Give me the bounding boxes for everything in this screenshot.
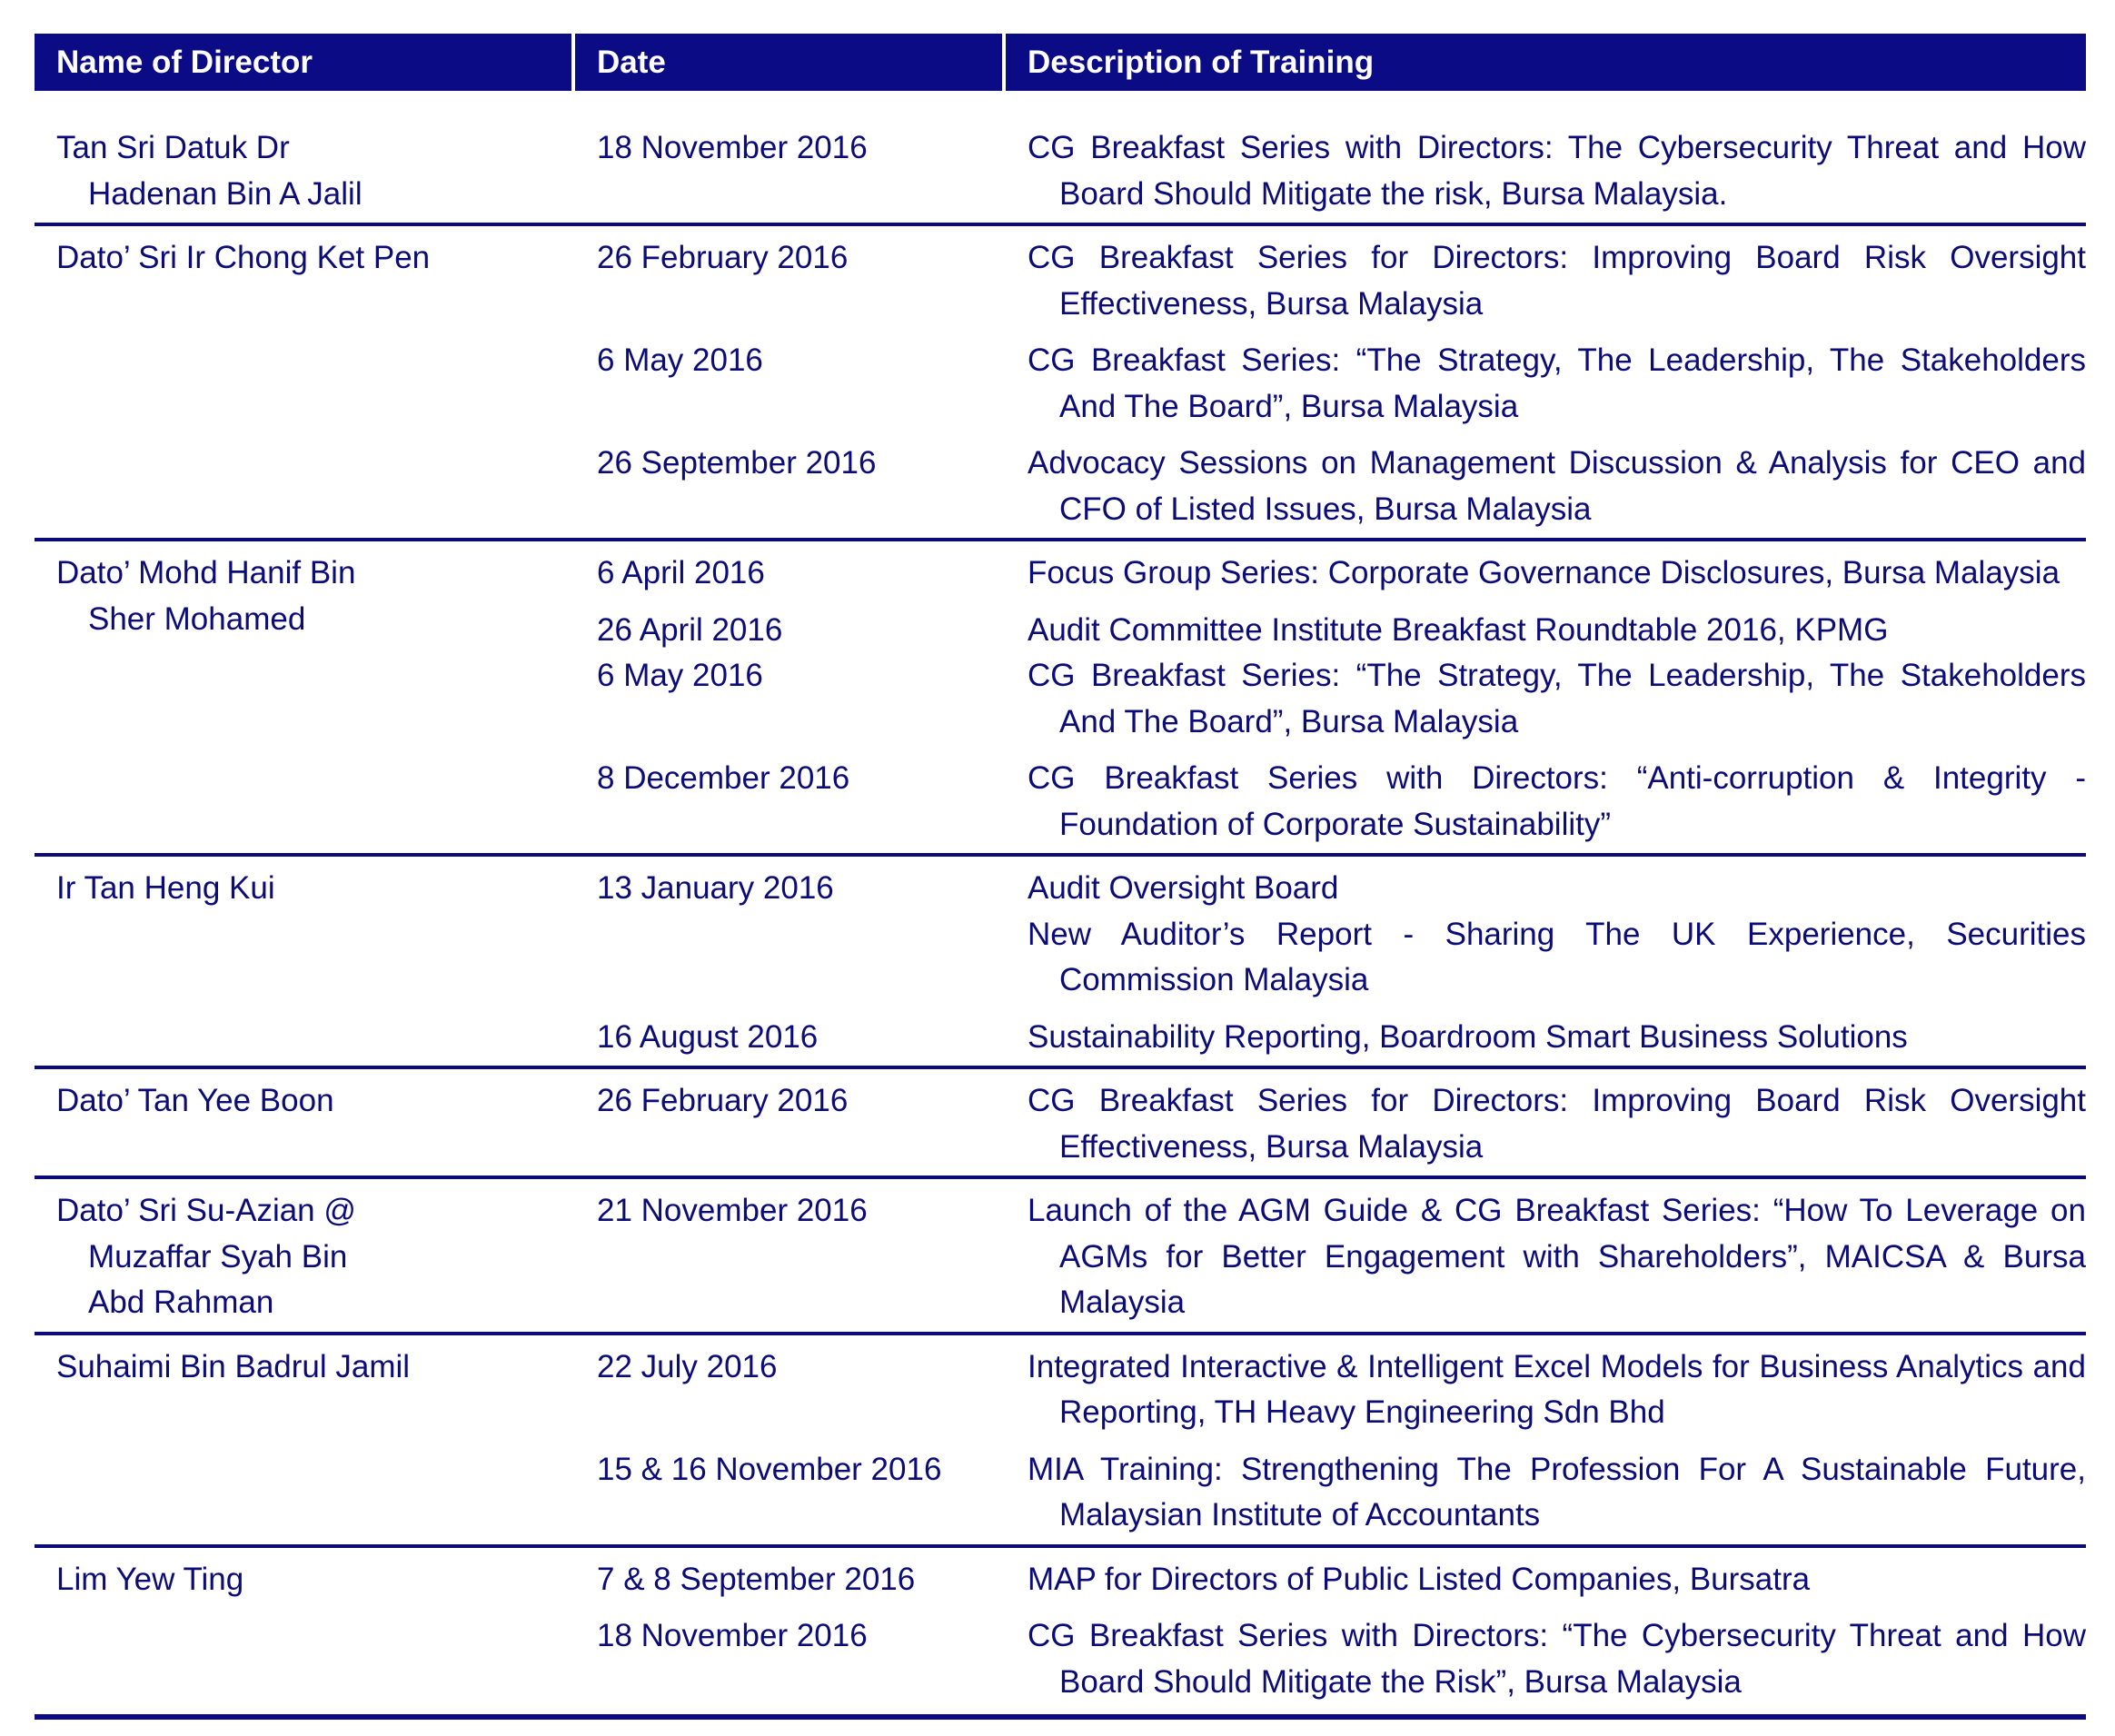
training-date: 18 November 2016	[597, 130, 868, 165]
director-row	[35, 1069, 2086, 1179]
header-date: Date	[575, 34, 1006, 91]
training-list	[575, 551, 2086, 848]
training-description	[1006, 1078, 2086, 1170]
training-description	[1006, 1557, 2086, 1603]
training-date: 21 November 2016	[597, 1193, 868, 1228]
director-name-line: Tan Sri Datuk Dr	[56, 130, 290, 165]
table-header	[35, 34, 2086, 91]
table-body	[35, 91, 2086, 1720]
training-date: 6 May 2016	[597, 658, 763, 693]
training-entry	[575, 653, 2086, 745]
training-list	[575, 1078, 2086, 1170]
training-date: 6 May 2016	[597, 342, 763, 378]
training-date: 18 November 2016	[597, 1618, 868, 1653]
training-date: 7 & 8 September 2016	[597, 1561, 916, 1597]
training-date: 8 December 2016	[597, 760, 850, 796]
director-row	[35, 1179, 2086, 1335]
training-description-text: Audit Committee Institute Breakfast Roundtable 2016, KPMG	[1028, 611, 1889, 648]
director-name-line: Abd Rahman	[88, 1285, 274, 1320]
training-description-text: Focus Group Series: Corporate Governance Disclosures, Bursa Malaysia	[1028, 555, 2060, 590]
training-entry	[575, 1188, 2086, 1326]
training-description-text: CG Breakfast Series: “The Strategy, The Leadership, The Stakeholders And The Board”, Bursa Malaysia	[1028, 658, 2086, 739]
director-name	[35, 1078, 575, 1170]
director-row	[35, 857, 2086, 1069]
training-entry	[575, 551, 2086, 597]
training-list	[575, 125, 2086, 217]
training-list	[575, 1188, 2086, 1326]
training-description-text: MAP for Directors of Public Listed Companies, Bursatra	[1028, 1561, 1811, 1597]
training-entry	[575, 1078, 2086, 1170]
director-name-line: Dato’ Tan Yee Boon	[56, 1083, 334, 1118]
training-entry	[575, 1015, 2086, 1061]
director-name-line: Muzaffar Syah Bin	[88, 1238, 348, 1275]
training-description	[1006, 756, 2086, 848]
director-name	[35, 235, 575, 532]
header-name-of-director: Name of Director	[35, 34, 575, 91]
director-name-line: Dato’ Sri Ir Chong Ket Pen	[56, 240, 431, 275]
training-description-text: CG Breakfast Series for Directors: Improving Board Risk Oversight Effectiveness, Bursa Malaysia	[1028, 1083, 2086, 1165]
training-list	[575, 235, 2086, 532]
training-description-text: CG Breakfast Series with Directors: “Anti-corruption & Integrity - Foundation of Corporate Sustainability”	[1028, 760, 2086, 842]
training-entry	[575, 756, 2086, 848]
training-entry	[575, 235, 2086, 327]
director-row	[35, 541, 2086, 857]
training-date: 6 April 2016	[597, 555, 765, 590]
training-entry	[575, 125, 2086, 217]
training-description	[1006, 551, 2086, 597]
training-description	[1006, 1188, 2086, 1326]
director-name	[35, 1188, 575, 1326]
training-date: 16 August 2016	[597, 1018, 819, 1055]
director-row	[35, 125, 2086, 226]
training-description	[1006, 1613, 2086, 1705]
training-date: 26 September 2016	[597, 445, 877, 481]
training-entry	[575, 1447, 2086, 1539]
training-description-text: CG Breakfast Series: “The Strategy, The Leadership, The Stakeholders And The Board”, Bursa Malaysia	[1028, 342, 2086, 424]
training-description-text: Audit Oversight Board	[1028, 870, 1339, 906]
training-description-text: Advocacy Sessions on Management Discussion & Analysis for CEO and CFO of Listed Issues, Bursa Malaysia	[1028, 445, 2086, 527]
training-description-text: Integrated Interactive & Intelligent Excel Models for Business Analytics and Reporting, TH Heavy Engineering Sdn Bhd	[1028, 1348, 2086, 1430]
training-description	[1006, 653, 2086, 745]
training-date: 26 April 2016	[597, 611, 783, 648]
training-list	[575, 866, 2086, 1060]
director-name	[35, 1344, 575, 1539]
director-name-line: Suhaimi Bin Badrul Jamil	[56, 1348, 411, 1384]
training-entry	[575, 1557, 2086, 1603]
training-description	[1006, 235, 2086, 327]
training-entry	[575, 1613, 2086, 1705]
training-description	[1006, 125, 2086, 217]
training-description	[1006, 608, 2086, 654]
training-description-text: CG Breakfast Series with Directors: The Cybersecurity Threat and How Board Should Mitigate the risk, Bursa Malaysia.	[1028, 130, 2086, 212]
training-entry	[575, 338, 2086, 430]
training-date: 26 February 2016	[597, 1083, 849, 1118]
director-name	[35, 551, 575, 848]
training-date: 22 July 2016	[597, 1348, 778, 1384]
training-entry	[575, 608, 2086, 654]
training-description	[1006, 866, 2086, 1004]
training-entry	[575, 441, 2086, 532]
training-description-text: CG Breakfast Series for Directors: Improving Board Risk Oversight Effectiveness, Bursa Malaysia	[1028, 240, 2086, 322]
training-description-text: CG Breakfast Series with Directors: “The Cybersecurity Threat and How Board Should Mitigate the Risk”, Bursa Malaysia	[1028, 1618, 2086, 1700]
training-date: 13 January 2016	[597, 870, 834, 906]
training-date: 15 & 16 November 2016	[597, 1451, 942, 1487]
training-date: 26 February 2016	[597, 240, 849, 275]
director-row	[35, 1548, 2086, 1721]
director-name	[35, 1557, 575, 1706]
training-entry	[575, 1344, 2086, 1436]
director-name-line: Lim Yew Ting	[56, 1561, 244, 1597]
training-description-text: Launch of the AGM Guide & CG Breakfast Series: “How To Leverage on AGMs for Better Engagement with Shareholders”, MAICSA & Bursa Malaysia	[1028, 1193, 2086, 1320]
training-list	[575, 1557, 2086, 1706]
training-description	[1006, 1344, 2086, 1436]
director-name	[35, 125, 575, 217]
director-name	[35, 866, 575, 1060]
training-description	[1006, 1447, 2086, 1539]
training-entry	[575, 866, 2086, 1004]
header-description-of-training: Description of Training	[1028, 45, 1375, 80]
training-description-text: Sustainability Reporting, Boardroom Smart Business Solutions	[1028, 1018, 1908, 1055]
director-training-table	[35, 34, 2086, 1720]
director-row	[35, 1335, 2086, 1548]
director-name-line: Sher Mohamed	[88, 600, 306, 637]
training-description-text: New Auditor’s Report - Sharing The UK Experience, Securities Commission Malaysia	[1028, 916, 2086, 997]
training-description	[1006, 441, 2086, 532]
training-description-text: MIA Training: Strengthening The Profession For A Sustainable Future, Malaysian Institute of Accountants	[1028, 1451, 2086, 1533]
training-list	[575, 1344, 2086, 1539]
director-row	[35, 226, 2086, 541]
training-description	[1006, 338, 2086, 430]
director-name-line: Dato’ Sri Su-Azian @	[56, 1193, 356, 1228]
training-description	[1006, 1015, 2086, 1061]
director-name-line: Ir Tan Heng Kui	[56, 870, 275, 906]
director-name-line: Hadenan Bin A Jalil	[88, 175, 362, 212]
director-name-line: Dato’ Mohd Hanif Bin	[56, 555, 356, 590]
